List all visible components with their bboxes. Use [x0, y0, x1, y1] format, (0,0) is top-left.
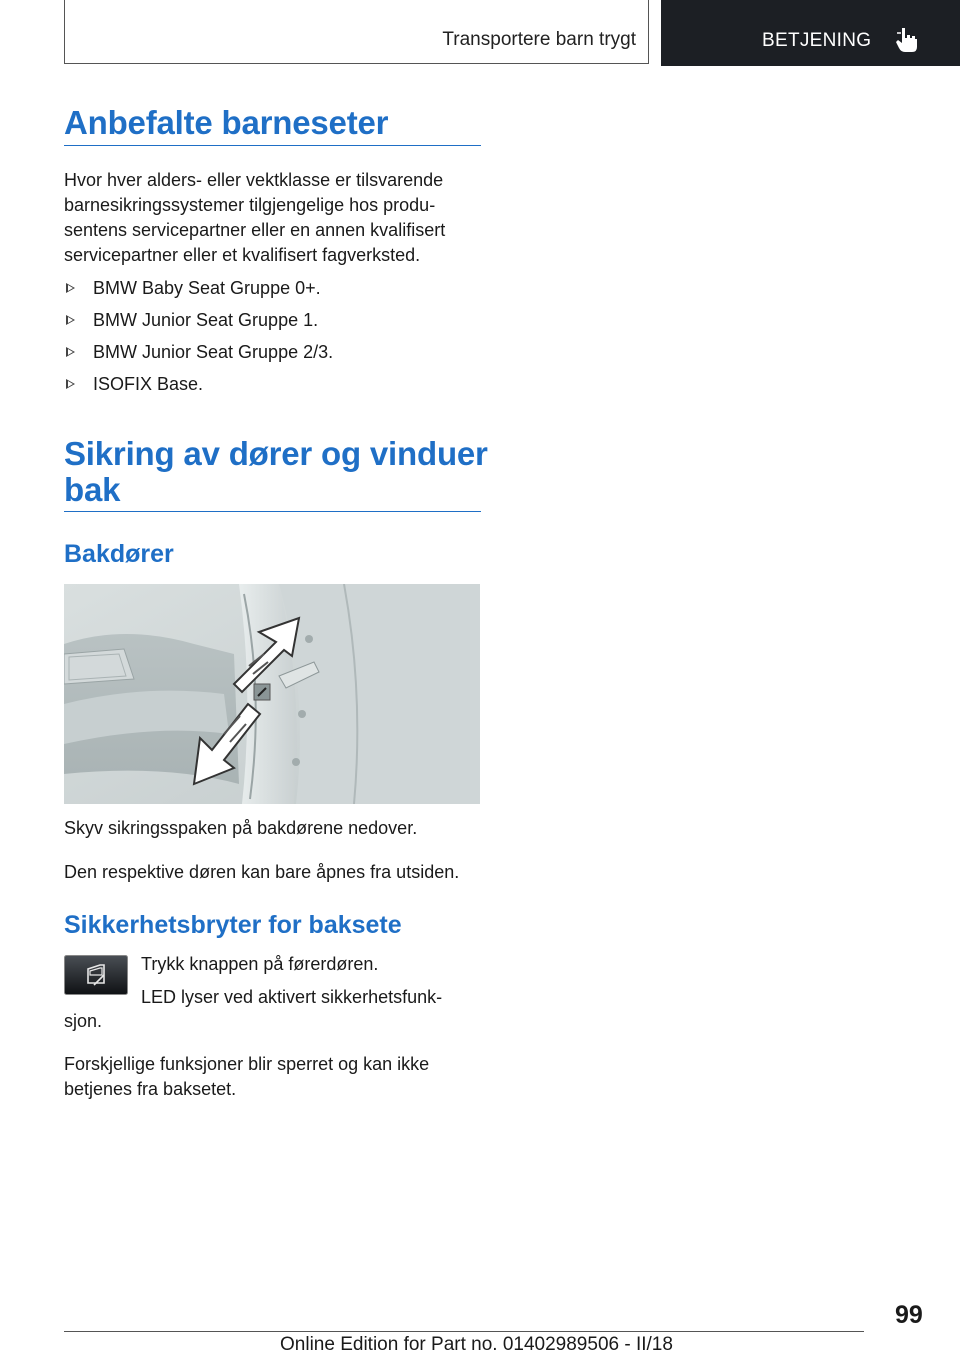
heading-sikkerhetsbryter: Sikkerhetsbryter for baksete [64, 911, 402, 939]
triangle-bullet-icon [66, 283, 75, 293]
footer-rule [64, 1331, 864, 1332]
list-item-text: BMW Junior Seat Gruppe 2/3. [93, 342, 334, 362]
heading-rule [64, 145, 481, 146]
heading-bakdorer: Bakdører [64, 540, 174, 568]
page-number: 99 [895, 1301, 923, 1329]
header-section-title: Transportere barn trygt [442, 29, 636, 50]
paragraph-line: barnesikringssystemer tilgjengelige hos produ- [64, 195, 436, 215]
heading-sikring [64, 436, 488, 508]
header-section-box [64, 0, 649, 64]
paragraph-line: Forskjellige funksjoner blir sperret og kan ikke [64, 1054, 430, 1074]
paragraph-line: servicepartner eller et kvalifisert fagverksted. [64, 245, 421, 265]
paragraph-line: betjenes fra baksetet. [64, 1079, 237, 1099]
list-item-text: BMW Junior Seat Gruppe 1. [93, 310, 319, 330]
paragraph-line: Hvor hver alders- eller vektklasse er tilsvarende [64, 170, 444, 190]
header-chapter-label: BETJENING [762, 30, 872, 51]
paragraph-bakdorer-1: Skyv sikringsspaken på bakdørene nedover. [64, 818, 418, 838]
triangle-bullet-icon [66, 379, 75, 389]
triangle-bullet-icon [66, 315, 75, 325]
footer-edition: Online Edition for Part no. 01402989506 - II/18 [280, 1334, 673, 1355]
list-item-text: BMW Baby Seat Gruppe 0+. [93, 278, 321, 298]
paragraph-line: sentens servicepartner eller en annen kvalifisert [64, 220, 446, 240]
child-lock-illustration [64, 584, 480, 804]
heading-line: Sikring av dører og vinduer [64, 435, 488, 472]
paragraph-sikkerhetsbryter [64, 1052, 482, 1102]
triangle-bullet-icon [66, 347, 75, 357]
paragraph-bakdorer-2: Den respektive døren kan bare åpnes fra utsiden. [64, 862, 460, 882]
sikkerhetsbryter-line-3: sjon. [64, 1011, 103, 1031]
window-lock-button-icon [64, 955, 128, 995]
heading-line: bak [64, 471, 121, 508]
pointing-hand-icon [894, 26, 920, 54]
sikkerhetsbryter-line-1: Trykk knappen på førerdøren. [141, 954, 379, 974]
paragraph-anbefalte [64, 168, 482, 268]
sikkerhetsbryter-line-2: LED lyser ved aktivert sikkerhetsfunk- [141, 987, 443, 1007]
heading-anbefalte-barneseter: Anbefalte barneseter [64, 104, 389, 141]
list-item-text: ISOFIX Base. [93, 374, 204, 394]
heading-rule [64, 511, 481, 512]
